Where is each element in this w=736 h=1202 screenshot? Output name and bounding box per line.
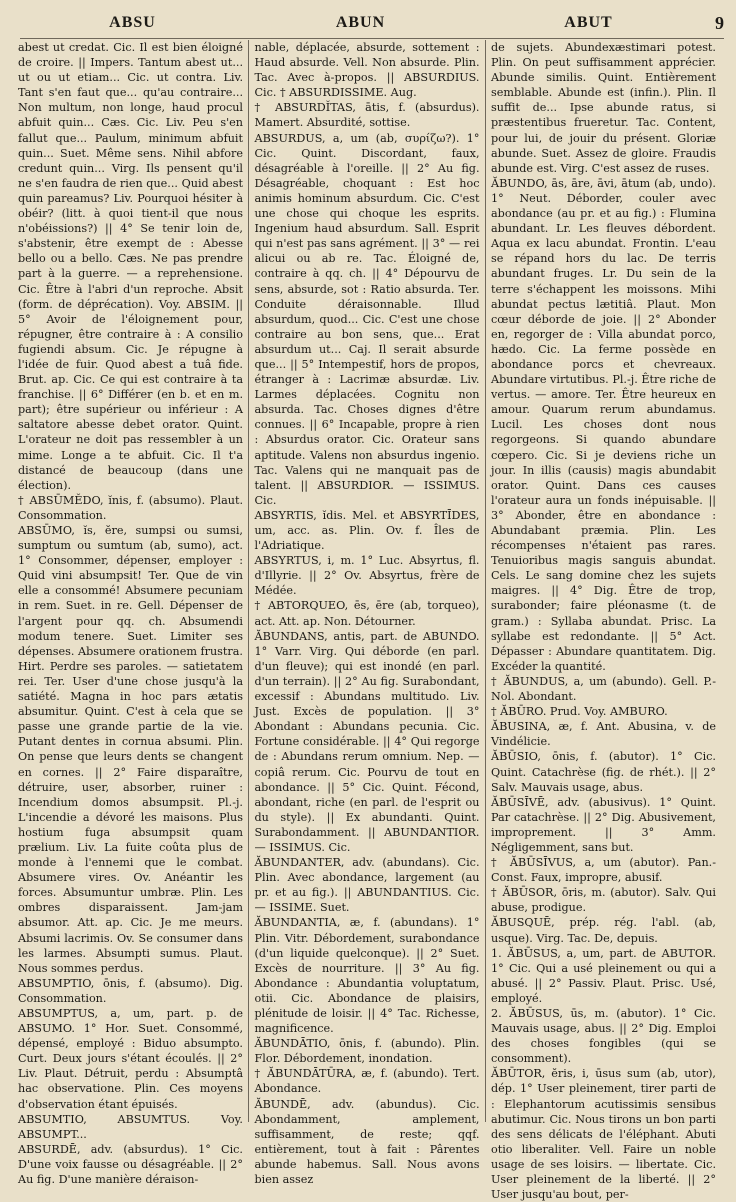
dictionary-entry: nable, déplacée, absurde, sottement : Haud absurde. Vell. Non absurde. Plin. Tac. Avec à-propos. || ABSURDIUS. Cic. † ABSURDISSIME. Aug. bbox=[254, 41, 484, 100]
dictionary-entry: 2. ĂBŪSUS, ūs, m. (abutor). 1° Cic. Mauvais usage, abus. || 2° Dig. Emploi des choses fongibles (qui se consomment). bbox=[491, 1007, 720, 1066]
dictionary-entry: ĂBUNDANTIA, æ, f. (abundans). 1° Plin. Vitr. Débordement, surabondance (d'un liquide quelconque). || 2° Suet. Excès de nourriture. || 3° Au fig. Abondance : Abundantia voluptatum, otii. Cic. Abondance de plaisirs, plénitude de loisir. || 4° Tac. Richesse, magnificence. bbox=[254, 916, 484, 1036]
text-columns bbox=[18, 40, 720, 1202]
column-3 bbox=[491, 40, 720, 1202]
dictionary-entry: † ABTORQUEO, ēs, ēre (ab, torqueo), act. Att. ap. Non. Détourner. bbox=[254, 599, 484, 628]
dictionary-entry: de sujets. Abundexæstimari potest. Plin. On peut suffisamment apprécier. Abunde similis. Quint. Entièrement semblable. Abunde est (infin.). Plin. Il suffit de... Ipse abunde ratus, si præstentibus frueretur. Tac. Content, pour lui, de jouir du présent. Gloriæ abunde. Suet. Assez de gloire. Fraudis abunde est. Virg. C'est assez de ruses. bbox=[491, 41, 720, 175]
column-2 bbox=[254, 40, 484, 1187]
dictionary-entry: ABSUMPTIO, ōnis, f. (absumo). Dig. Consommation. bbox=[18, 976, 247, 1005]
dictionary-entry: † ABSURDĬTAS, ātis, f. (absurdus). Mamert. Absurdité, sottise. bbox=[254, 101, 484, 130]
running-head-center: ABUN bbox=[335, 14, 386, 31]
dictionary-entry: ĂBUSQUĒ, prép. rég. l'abl. (ab, usque). Virg. Tac. De, depuis. bbox=[491, 916, 720, 945]
dictionary-entry: ABSURDUS, a, um (ab, συρίζω?). 1° Cic. Quint. Discordant, faux, désagréable à l'oreille. || 2° Au fig. Désagréable, choquant : Est hoc animis hominum absurdum. Cic. C'est une chose qui choque les esprits. Ingenium haud absurdum. Sall. Esprit qui n'est pas sans agrément. || 3° — rei alicui ou ab re. Tac. Éloigné de, contraire à qq. ch. || 4° Dépourvu de sens, absurde, sot : Ratio absurda. Ter. Conduite déraisonnable. Illud absurdum, quod... Cic. C'est une chose contraire au bon sens, que... Erat absurdum ut... Caj. Il serait absurde que... || 5° Intempestif, hors de propos, étranger à : Lacrimæ absurdæ. Liv. Larmes déplacées. Cognitu non absurda. Tac. Choses dignes d'être connues. || 6° Incapable, propre à rien : Absurdus orator. Cic. Orateur sans aptitude. Valens non absurdus ingenio. Tac. Valens qui ne manquait pas de talent. || ABSURDIOR. — ISSIMUS. Cic. bbox=[254, 131, 484, 507]
column-rule bbox=[485, 40, 486, 1122]
dictionary-entry: 1. ĂBŪSUS, a, um, part. de ABUTOR. 1° Cic. Qui a usé pleinement ou qui a abusé. || 2° Passiv. Plaut. Prisc. Usé, employé. bbox=[491, 946, 720, 1005]
column-rule bbox=[248, 40, 249, 1122]
dictionary-entry: † ĂBUNDĀTŪRA, æ, f. (abundo). Tert. Abondance. bbox=[254, 1067, 484, 1096]
running-head-left: ABSU bbox=[109, 14, 156, 31]
dictionary-entry: ĂBUNDO, ās, āre, āvi, ātum (ab, undo). 1° Neut. Déborder, couler avec abondance (au pr. et au fig.) : Flumina abundant. Lr. Les fleuves débordent. Aqua ex lacu abundat. Frontin. L'eau se répand hors du lac. De terris abundant fruges. Lr. Du sein de la terre s'échappent les moissons. Mihi abundat pectus lætitiâ. Plaut. Mon cœur déborde de joie. || 2° Abonder en, regorger de : Villa abundat porco, hædo. Cic. La ferme possède en abondance porcs et chevreaux. Abundare virtutibus. Pl.-j. Être riche de vertus. — amore. Ter. Être heureux en amour. Quarum rerum abundamus. Lucil. Les choses dont nous regorgeons. Si quando abundare cœpero. Cic. Si je deviens riche un jour. In illis (causis) magis abundabit orator. Quint. Dans ces causes l'orateur aura un fonds inépuisable. || 3° Abonder, être en abondance : Abundabant præmia. Plin. Les récompenses n'étaient pas rares. Tenuioribus magis sanguis abundat. Cels. Le sang domine chez les sujets maigres. || 4° Dig. Être de trop, surabonder; faire pléonasme (t. de gram.) : Syllaba abundat. Prisc. La syllabe est redondante. || 5° Act. Dépasser : Abundare quantitatem. Dig. Excéder la quantité. bbox=[491, 176, 720, 673]
dictionary-entry: ĂBUSINA, æ, f. Ant. Abusina, v. de Vindélicie. bbox=[491, 720, 720, 749]
dictionary-entry: ĂBUNDĒ, adv. (abundus). Cic. Abondamment, amplement, suffisamment, de reste; qqf. entièrement, tout à fait : Pârentes abunde habemus. Sall. Nous avons bien assez bbox=[254, 1097, 484, 1187]
dictionary-entry: ABSURDĒ, adv. (absurdus). 1° Cic. D'une voix fausse ou désagréable. || 2° Au fig. D'une manière déraison- bbox=[18, 1142, 247, 1187]
dictionary-entry: † ABSŪMĔDO, ĭnis, f. (absumo). Plaut. Consommation. bbox=[18, 493, 247, 522]
page-header bbox=[20, 8, 724, 39]
dictionary-entry: ĂBUNDANTER, adv. (abundans). Cic. Plin. Avec abondance, largement (au pr. et au fig.). || ABUNDANTIUS. Cic. — ISSIME. Suet. bbox=[254, 856, 484, 915]
dictionary-entry: ĂBŪTOR, ĕris, i, ūsus sum (ab, utor), dép. 1° User pleinement, tirer parti de : Elephantorum acutissimis sensibus abutimur. Cic. Nous tirons un bon parti des sens délicats de l'éléphant. Abuti otio liberaliter. Vell. Faire un noble usage de ses loisirs. — libertate. Cic. User pleinement de la liberté. || 2° User jusqu'au bout, per- bbox=[491, 1067, 720, 1202]
dictionary-entry: ABSŪMO, ĭs, ĕre, sumpsi ou sumsi, sumptum ou sumtum (ab, sumo), act. 1° Consommer, dépenser, employer : Quid vini absumpsit! Ter. Que de vin elle a consommé! Absumere pecuniam in rem. Suet. in re. Gell. Dépenser de l'argent pour qq. ch. Absumendi modum tenere. Suet. Limiter ses dépenses. Absumere orationem frustra. Hirt. Perdre ses paroles. — satietatem rei. Ter. User d'une chose jusqu'à la satiété. Magna in hoc pars ætatis absumitur. Quint. C'est à cela que se passe une grande partie de la vie. Putant dentes in cornua absumi. Plin. On pense que leurs dents se changent en cornes. || 2° Faire disparaître, détruire, user, absorber, ruiner : Incendium domos absumpsit. Pl.-j. L'incendie a dévoré les maisons. Plus hostium fuga absumpsit quam prælium. Liv. La fuite coûta plus de monde à l'ennemi que le combat. Absumere vires. Ov. Anéantir les forces. Absumuntur umbræ. Plin. Les ombres disparaissent. Jam-jam absumor. Att. ap. Cic. Je me meurs. Absumi lacrimis. Ov. Se consumer dans les larmes. Absumpti sumus. Plaut. Nous sommes perdus. bbox=[18, 524, 247, 975]
dictionary-entry: † ĂBŪRO. Prud. Voy. AMBURO. bbox=[491, 705, 668, 719]
dictionary-entry: † ĂBŪSOR, ōris, m. (abutor). Salv. Qui abuse, prodigue. bbox=[491, 886, 720, 915]
dictionary-entry: abest ut credat. Cic. Il est bien éloigné de croire. || Impers. Tantum abest ut... ut ou ut etiam... Cic. ut contra. Liv. Tant s'en faut que... qu'au contraire... Non multum, non longe, haud procul abfuit quin... Cæs. Cic. Liv. Peu s'en fallut que... Paulum, minimum abfuit quin... Suet. Même sens. Nihil abfore credunt quin... Virg. Ils pensent qu'il ne s'en faudra de rien que... Quid abest quin pareamus? Liv. Pourquoi hésiter à obéir? (litt. à quoi tient-il que nous n'obéissions?) || 4° Se tenir loin de, s'abstenir, être exempt de : Abesse bello ou a bello. Cæs. Ne pas prendre part à la guerre. — a reprehensione. Cic. Être à l'abri d'un reproche. Absit (form. de déprécation). Voy. ABSIM. || 5° Avoir de l'éloignement pour, répugner, être contraire à : A consilio fugiendi absum. Cic. Je répugne à l'idée de fuir. Quod abest a tuâ fide. Brut. ap. Cic. Ce qui est contraire à ta franchise. || 6° Différer (en b. et en m. part); être supérieur ou inférieur : A saltatore abesse debet orator. Quint. L'orateur ne doit pas ressembler à un mime. Longe a te abfuit. Cic. Il t'a distancé de beaucoup (dans une élection). bbox=[18, 41, 247, 492]
page-number: 9 bbox=[715, 12, 724, 33]
dictionary-entry: † ĂBŪSĪVUS, a, um (abutor). Pan.-Const. Faux, impropre, abusif. bbox=[491, 856, 716, 885]
dictionary-entry: ĂBUNDANS, antis, part. de ABUNDO. 1° Varr. Virg. Qui déborde (en parl. d'un fleuve); qui est inondé (en parl. d'un terrain). || 2° Au fig. Surabondant, excessif : Abundans multitudo. Liv. Just. Excès de population. || 3° Abondant : Abundans pecunia. Cic. Fortune considérable. || 4° Qui regorge de : Abundans rerum omnium. Nep. — copiâ rerum. Cic. Pourvu de tout en abondance. || 5° Cic. Quint. Fécond, abondant, riche (en parl. de l'esprit ou du style). || Ex abundanti. Quint. Surabondamment. || ABUNDANTIOR. — ISSIMUS. Cic. bbox=[254, 629, 484, 854]
dictionary-entry: † ĂBUNDUS, a, um (abundo). Gell. P.-Nol. Abondant. bbox=[491, 674, 716, 704]
dictionary-entry: ABSUMTIO, ABSUMTUS. Voy. ABSUMPT... bbox=[18, 1112, 247, 1141]
dictionary-entry: ABSYRTUS, i, m. 1° Luc. Absyrtus, fl. d'Illyrie. || 2° Ov. Absyrtus, frère de Médée. bbox=[254, 554, 484, 598]
running-head-right: ABUT bbox=[564, 14, 613, 31]
dictionary-entry: ĂBŪSIO, ōnis, f. (abutor). 1° Cic. Quint. Catachrèse (fig. de rhét.). || 2° Salv. Mauvais usage, abus. bbox=[491, 750, 720, 794]
column-1 bbox=[18, 40, 247, 1187]
dictionary-entry: ĂBŪSĪVĒ, adv. (abusivus). 1° Quint. Par catachrèse. || 2° Dig. Abusivement, improprement. || 3° Amm. Négligemment, sans but. bbox=[491, 795, 720, 854]
dictionary-entry: ĂBUNDĀTIO, ōnis, f. (abundo). Plin. Flor. Débordement, inondation. bbox=[254, 1037, 484, 1066]
dictionary-entry: ABSUMPTUS, a, um, part. p. de ABSUMO. 1° Hor. Suet. Consommé, dépensé, employé : Biduo absumpto. Curt. Deux jours s'étant écoulés. || 2° Liv. Plaut. Détruit, perdu : Absumptâ hac observatione. Plin. Ces moyens d'observation étant épuisés. bbox=[18, 1007, 247, 1111]
dictionary-entry: ABSYRTIS, ĭdis. Mel. et ABSYRTĪDES, um, acc. as. Plin. Ov. f. Îles de l'Adriatique. bbox=[254, 508, 484, 553]
